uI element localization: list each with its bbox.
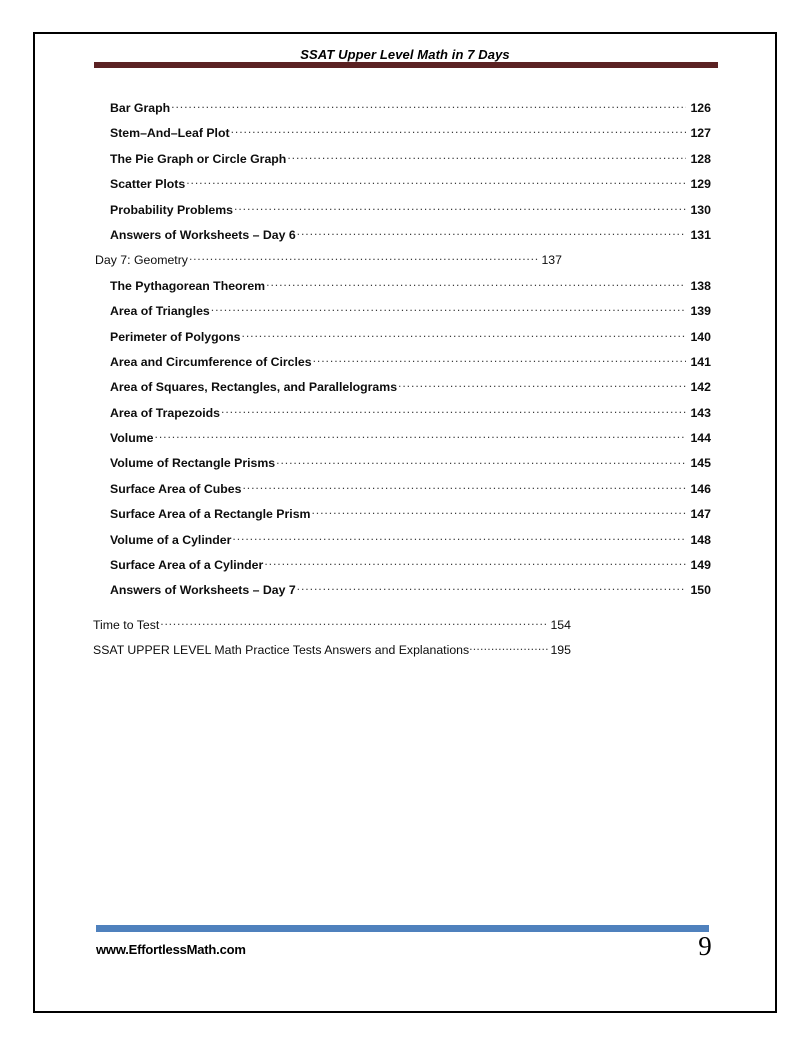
document-footer [35, 925, 775, 983]
toc-entry-page-number: 143 [690, 405, 711, 420]
toc-dot-leader [231, 121, 686, 137]
toc-entry-page-number: 131 [690, 227, 711, 242]
footer-rule [96, 925, 709, 932]
toc-entry[interactable] [35, 578, 775, 603]
page-number: 9 [698, 931, 712, 961]
footer-website-url[interactable]: www.EffortlessMath.com [96, 942, 246, 957]
toc-entry-page-number: 141 [690, 354, 711, 369]
toc-entry-title: Area of Squares, Rectangles, and Parallelograms [110, 380, 398, 395]
toc-dot-leader [311, 502, 686, 518]
toc-dot-leader [297, 223, 686, 239]
toc-entry[interactable] [35, 553, 775, 578]
toc-entry-title: Area of Trapezoids [110, 405, 221, 420]
toc-entry[interactable] [35, 325, 775, 350]
toc-entry[interactable] [35, 172, 775, 197]
toc-entry-title: Surface Area of a Cylinder [110, 558, 264, 573]
toc-dot-leader [242, 325, 686, 341]
toc-entry-page-number: 137 [541, 253, 562, 268]
toc-dot-leader [211, 299, 686, 315]
toc-dot-leader [266, 274, 686, 290]
toc-entry-page-number: 129 [690, 177, 711, 192]
toc-entry-title: Scatter Plots [110, 177, 186, 192]
toc-dot-leader [189, 248, 539, 264]
toc-entry-title: Volume of a Cylinder [110, 532, 232, 547]
toc-entry-title: Volume of Rectangle Prisms [110, 456, 276, 471]
toc-entry-page-number: 140 [690, 329, 711, 344]
toc-dot-leader [469, 638, 549, 654]
toc-entry-page-number: 142 [690, 380, 711, 395]
toc-entry-title: Area of Triangles [110, 304, 210, 319]
toc-entry-title: Bar Graph [110, 101, 171, 115]
toc-entry[interactable] [35, 401, 775, 426]
toc-entry[interactable] [35, 638, 775, 663]
toc-entry-page-number: 146 [690, 481, 711, 496]
toc-entry-title: Time to Test [93, 617, 160, 632]
toc-dot-leader [155, 426, 686, 442]
toc-entry-title: The Pie Graph or Circle Graph [110, 151, 287, 166]
toc-entry-title: Day 7: Geometry [95, 253, 188, 268]
header-title: SSAT Upper Level Math in 7 Days [300, 47, 510, 62]
toc-entry-title: Answers of Worksheets – Day 7 [110, 583, 296, 598]
toc-entry-title: Surface Area of a Rectangle Prism [110, 507, 311, 522]
toc-entry[interactable] [35, 274, 775, 299]
header-rule [94, 62, 718, 68]
toc-entry-page-number: 147 [690, 507, 711, 522]
toc-entry-title: The Pythagorean Theorem [110, 278, 266, 293]
toc-entry[interactable] [35, 451, 775, 476]
toc-entry-title: Volume [110, 431, 154, 446]
toc-entry[interactable] [35, 613, 775, 638]
toc-entry-page-number: 138 [690, 278, 711, 293]
toc-dot-leader [160, 613, 548, 629]
toc-entry-page-number: 126 [690, 101, 711, 115]
table-of-contents [35, 96, 775, 664]
toc-entry-title: Surface Area of Cubes [110, 481, 242, 496]
toc-entry[interactable] [35, 477, 775, 502]
toc-entry-page-number: 150 [690, 583, 711, 598]
toc-dot-leader [232, 528, 686, 544]
toc-entry-title: Answers of Worksheets – Day 6 [110, 227, 296, 242]
toc-dot-leader [221, 401, 686, 417]
toc-entry-page-number: 145 [690, 456, 711, 471]
toc-dot-leader [242, 477, 686, 493]
toc-dot-leader [186, 172, 686, 188]
toc-entry-page-number: 128 [690, 151, 711, 166]
toc-dot-leader [398, 375, 686, 391]
toc-entry-title: Probability Problems [110, 202, 233, 217]
toc-entry[interactable] [35, 426, 775, 451]
toc-entry-title: Area and Circumference of Circles [110, 354, 312, 369]
page-border [33, 32, 777, 1013]
toc-dot-leader [297, 578, 686, 594]
toc-dot-leader [234, 198, 686, 214]
toc-entry-title: Perimeter of Polygons [110, 329, 241, 344]
toc-entry-page-number: 149 [690, 558, 711, 573]
toc-entry-title: SSAT UPPER LEVEL Math Practice Tests Answers and Explanations [93, 643, 470, 658]
toc-spacer [35, 604, 775, 613]
toc-entry-page-number: 144 [690, 431, 711, 446]
toc-dot-leader [276, 451, 686, 467]
toc-entry[interactable] [35, 248, 775, 273]
toc-entry-page-number: 148 [690, 532, 711, 547]
toc-entry-page-number: 127 [690, 126, 711, 141]
toc-entry-page-number: 195 [550, 643, 571, 658]
toc-entry-title: Stem–And–Leaf Plot [110, 126, 230, 141]
toc-entry-page-number: 154 [550, 617, 571, 632]
toc-entry-page-number: 130 [690, 202, 711, 217]
toc-entry[interactable] [35, 502, 775, 527]
toc-entry[interactable] [35, 223, 775, 248]
toc-entry-page-number: 139 [690, 304, 711, 319]
toc-entry[interactable] [35, 121, 775, 146]
toc-entry[interactable] [35, 375, 775, 400]
toc-dot-leader [264, 553, 686, 569]
toc-entry[interactable] [35, 147, 775, 172]
toc-dot-leader [287, 147, 686, 163]
toc-dot-leader [171, 96, 686, 112]
toc-entry[interactable] [35, 528, 775, 553]
toc-entry[interactable] [35, 96, 775, 121]
toc-entry[interactable] [35, 299, 775, 324]
toc-entry[interactable] [35, 198, 775, 223]
toc-entry[interactable] [35, 350, 775, 375]
toc-dot-leader [313, 350, 686, 366]
